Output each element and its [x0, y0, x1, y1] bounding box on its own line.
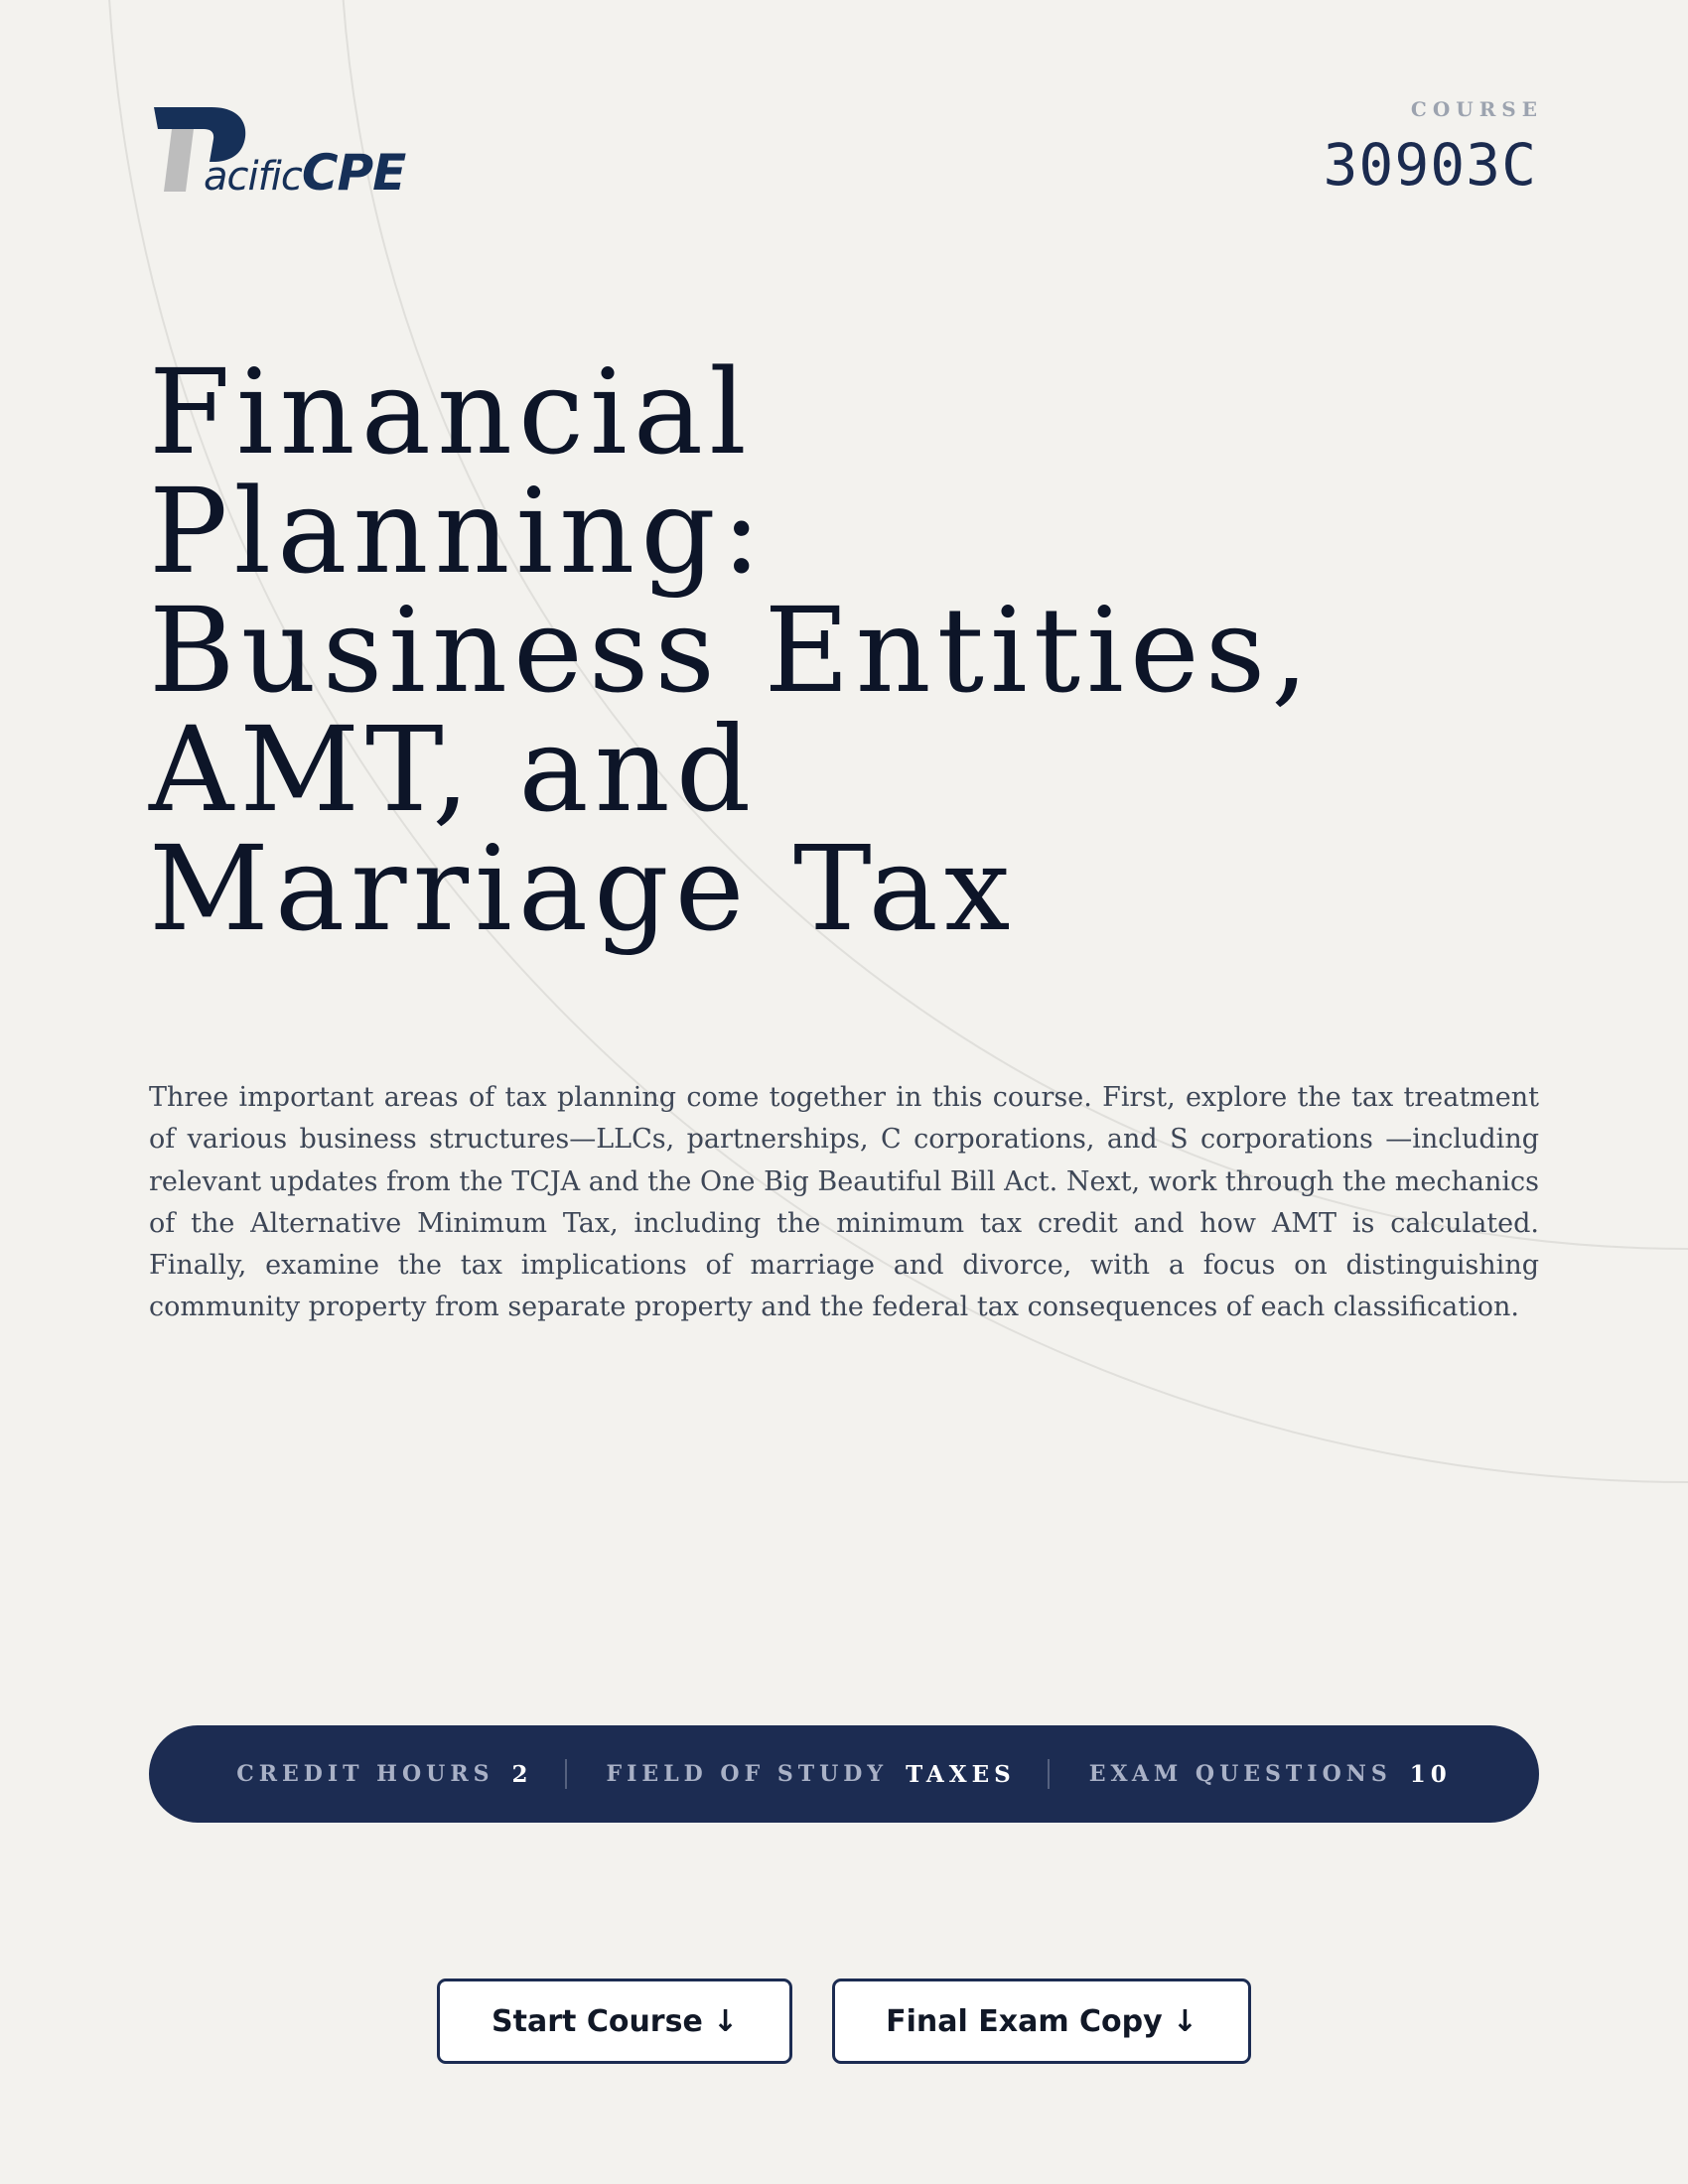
exam-questions-label: EXAM QUESTIONS [1088, 1761, 1392, 1787]
field-of-study-item [607, 1761, 1016, 1788]
title-line: Planning: [149, 463, 768, 600]
course-label: COURSE [1410, 97, 1543, 121]
meta-divider [1048, 1759, 1050, 1789]
final-exam-copy-button[interactable] [832, 1979, 1251, 2064]
start-course-label: Start Course [492, 2003, 703, 2039]
course-meta-bar [149, 1725, 1539, 1823]
credit-hours-label: CREDIT HOURS [236, 1761, 494, 1787]
title-line: Financial [149, 343, 753, 480]
course-title [149, 343, 1539, 957]
field-of-study-label: FIELD OF STUDY [606, 1761, 889, 1787]
title-line: Business Entities, [149, 582, 1315, 719]
exam-questions-value: 10 [1409, 1760, 1452, 1788]
exam-questions-item [1089, 1761, 1452, 1788]
logo-text-pacific: acific [204, 154, 302, 200]
meta-divider [565, 1759, 567, 1789]
course-id-block [1323, 97, 1543, 199]
logo-text-cpe: CPE [301, 144, 406, 202]
title-line: Marriage Tax [149, 820, 1017, 957]
pacific-cpe-logo [154, 104, 412, 202]
field-of-study-value: TAXES [906, 1760, 1016, 1788]
arrow-down-icon: ↓ [712, 2003, 738, 2039]
start-course-button[interactable] [437, 1979, 792, 2064]
logo-wordmark [204, 144, 405, 202]
course-code: 30903C [1323, 131, 1537, 199]
title-line: AMT, and [149, 701, 758, 838]
credit-hours-value: 2 [511, 1760, 533, 1788]
action-buttons [0, 1979, 1688, 2064]
arrow-down-icon: ↓ [1172, 2003, 1197, 2039]
final-exam-copy-label: Final Exam Copy [886, 2003, 1163, 2039]
credit-hours-item [236, 1761, 532, 1788]
course-description: Three important areas of tax planning come together in this course. First, explore the tax treatment of various business structures—LLCs, partnerships, C corporations, and S corporations —including relevant updates from the TCJA and the One Big Beautiful Bill Act. Next, work through the mechanics of the Alternative Minimum Tax, including the minimum tax credit and how AMT is calculated. Finally, examine the tax implications of marriage and divorce, with a focus on distinguishing community property from separate property and the federal tax consequences of each classification. [149, 1082, 1539, 1323]
